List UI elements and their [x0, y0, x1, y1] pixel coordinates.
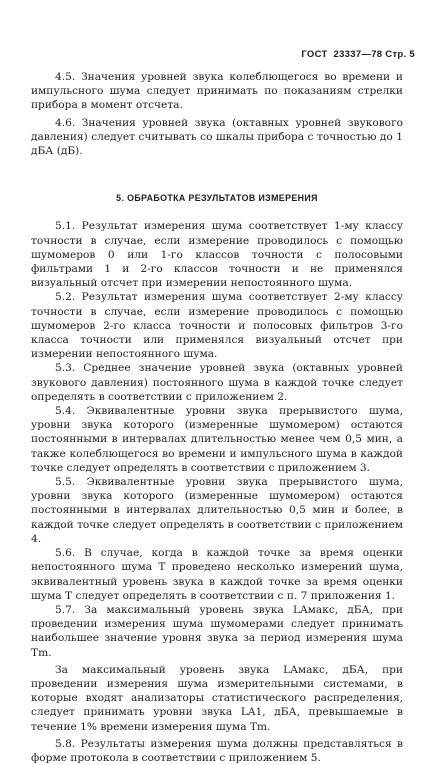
paragraph-5-3: 5.3. Среднее значение уровней звука (октавных уровней звукового давления) постоянного шума в каждой точке следует определять в соответствии с приложением 2. — [31, 362, 403, 403]
paragraph-5-5: 5.5. Эквивалентные уровни звука прерывистого шума, уровни звука которого (измеренные шумомером) остаются постоянными в интервалах длительностью 0,5 мин и более, в каждой точке следует определять в соответствии с приложением 4. — [31, 476, 403, 545]
paragraph-4-5: 4.5. Значения уровней звука колеблющегося во времени и импульсного шума следует принимать по показаниям стрелки прибора в момент отсчета. — [31, 71, 403, 112]
document-body — [31, 70, 403, 765]
paragraph-5-6: 5.6. В случае, когда в каждой точке за время оценки непостоянного шума T проведено несколько измерений шума, эквивалентный уровень звука в каждой точке за время оценки шума T следует определять в соответствии с п. 7 приложения 1. — [31, 547, 403, 602]
paragraph-5-1: 5.1. Результат измерения шума соответствует 1-му классу точности в случае, если измерение проводилось с помощью шумомеров 0 или 1-го классов точности с полосовыми фильтрами 1 и 2-го классов точности и не применялся визуальный отсчет при измерении непостоянного шума. — [31, 220, 403, 290]
paragraph-5-7-continued: За максимальный уровень звука LAмакс, дБА, при проведении измерения шума измерительными системами, в которые входят анализаторы статистического распределения, следует принимать уровни звука LA1, дБА, превышаемые в течение 1% времени измерения шума Tm. — [31, 663, 403, 733]
section-heading: 5. ОБРАБОТКА РЕЗУЛЬТАТОВ ИЗМЕРЕНИЯ — [116, 193, 318, 204]
paragraph-5-2: 5.2. Результат измерения шума соответствует 2-му классу точности в случае, если измерение проводилось с помощью шумомеров 2-го класса точности и полосовых фильтров 3-го класса точности или применялся визуальный отсчет при измерении непостоянного шума. — [31, 291, 403, 361]
paragraph-5-4: 5.4. Эквивалентные уровни звука прерывистого шума, уровни звука которого (измеренные шумомером) остаются постоянными в интервалах длительностью менее чем 0,5 мин, а также колеблющегося во времени и импульсного шума в каждой точке следует определять в соответствии с приложением 3. — [31, 405, 403, 474]
running-head: ГОСТ 23337—78 Стр. 5 — [301, 49, 415, 60]
paragraph-4-6: 4.6. Значения уровней звука (октавных уровней звукового давления) следует считывать со шкалы прибора с точностью до 1 дБА (дБ). — [31, 116, 403, 158]
paragraph-5-7: 5.7. За максимальный уровень звука LAмакс, дБА, при проведении измерения шума шумомерами следует принимать наибольшее значение уровня звука за период измерения шума Tm. — [31, 603, 403, 659]
paragraph-5-8: 5.8. Результаты измерения шума должны представляться в форме протокола в соответствии с приложением 5. — [31, 737, 403, 764]
